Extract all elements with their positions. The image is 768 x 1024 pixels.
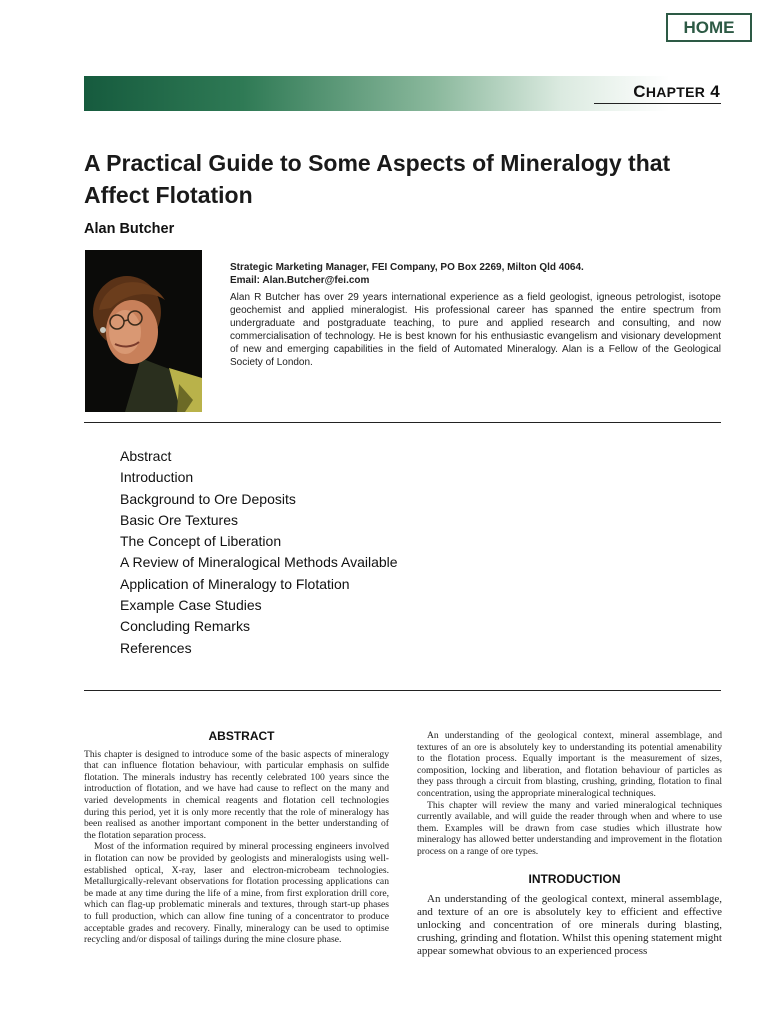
- toc-item-introduction[interactable]: Introduction: [120, 469, 194, 486]
- divider-bottom: [84, 690, 721, 691]
- toc-item-references[interactable]: References: [120, 639, 192, 656]
- chapter-number: 4: [710, 82, 720, 101]
- toc-item-background[interactable]: Background to Ore Deposits: [120, 490, 296, 507]
- toc-item-concluding[interactable]: Concluding Remarks: [120, 618, 250, 635]
- chapter-first-letter: C: [633, 82, 646, 101]
- author-email[interactable]: Email: Alan.Butcher@fei.com: [230, 275, 370, 286]
- chapter-word: HAPTER: [645, 84, 706, 100]
- toc-item-application[interactable]: Application of Mineralogy to Flotation: [120, 575, 350, 592]
- right-column: [417, 730, 722, 958]
- abstract-paragraph-1: This chapter is designed to introduce some of the basic aspects of mineralogy that can influence flotation behaviour, with particular emphasis on sulfide flotation. The minerals industry has recently celebrated 100 years since the introduction of flotation, and we have had cause to reflect on the many and varied developments in chemical reagents and flotation cell technologies during this period, yet it is only more recently that the role of mineralogy has been realised as another important component in the better understanding of the flotation separation process.: [84, 748, 389, 841]
- chapter-banner: [84, 76, 720, 111]
- divider-top: [84, 422, 721, 423]
- author-affiliation: Strategic Marketing Manager, FEI Company, PO Box 2269, Milton Qld 4064.: [230, 262, 584, 273]
- toc-item-case-studies[interactable]: Example Case Studies: [120, 597, 262, 614]
- page-title: A Practical Guide to Some Aspects of Mineralogy that Affect Flotation: [84, 150, 671, 208]
- introduction-heading: INTRODUCTION: [528, 871, 621, 886]
- author-bio-block: [230, 261, 721, 369]
- abstract-heading: ABSTRACT: [208, 729, 275, 743]
- author-photo: [85, 250, 202, 412]
- abstract-column: [84, 731, 389, 946]
- author-bio: Alan R Butcher has over 29 years international experience as a field geologist, igneous petrologist, isotope geochemist and applied mineralogist. His professional career has spanned the entire spectrum from undergraduate and postgraduate teaching, to pure and applied research and consulting, and now commercialisation of technology. He is best known for his enthusiastic evangelism and visionary development of new and emerging capabilities in the field of Automated Mineralogy. Alan is a Fellow of the Geological Society of London.: [230, 292, 721, 368]
- chapter-label: [633, 82, 720, 102]
- toc-item-liberation[interactable]: The Concept of Liberation: [120, 533, 282, 550]
- author-portrait-image: [85, 250, 202, 412]
- abstract-paragraph-2: Most of the information required by mineral processing engineers involved in flotation can now be provided by geologists and mineralogists using well-established optical, X-ray, laser and electron-microbeam technologies. Metallurgically-relevant observations for flotation processing applications can be made at any time during the life of a mine, from first exploration drill core, which can flag-up problematic minerals and textures, through start-up phases to full production, which can allow fine tuning of a concentrator to produce acceptable grades and recovery. Finally, mineralogy can be used to optimise recycling and/or disposal of tailings during the mine closure phase.: [84, 841, 389, 946]
- abstract-paragraph-4: This chapter will review the many and varied mineralogical techniques currently available, and will guide the reader through when and where to use them. Examples will be drawn from case studies which illustrate how mineralogy has allowed better understanding and improvement in the flotation process on a range of ore types.: [417, 799, 722, 857]
- chapter-underline: [594, 103, 721, 104]
- toc-item-abstract[interactable]: Abstract: [120, 448, 172, 464]
- toc-item-methods[interactable]: A Review of Mineralogical Methods Available: [120, 554, 398, 571]
- home-button[interactable]: HOME: [666, 13, 752, 42]
- table-of-contents: [120, 446, 398, 659]
- introduction-paragraph-1: An understanding of the geological context, mineral assemblage, and texture of an ore is absolutely key to efficient and effective unlocking and concentration of ore minerals during blasting, crushing, grinding and flotation. Whilst this opening statement might appear somewhat obvious to an experienced process: [417, 893, 722, 958]
- abstract-paragraph-3: An understanding of the geological context, mineral assemblage, and textures of an ore is absolutely key to understanding its potential amenability to the flotation process. Equally important is the measurement of sizes, composition, locking and liberation, and flotation behaviour of particles as they pass through a circuit from blasting, crushing, grinding, flotation to final concentration, using the appropriate mineralogical techniques.: [417, 730, 722, 799]
- toc-item-textures[interactable]: Basic Ore Textures: [120, 511, 239, 528]
- author-name: Alan Butcher: [84, 221, 175, 237]
